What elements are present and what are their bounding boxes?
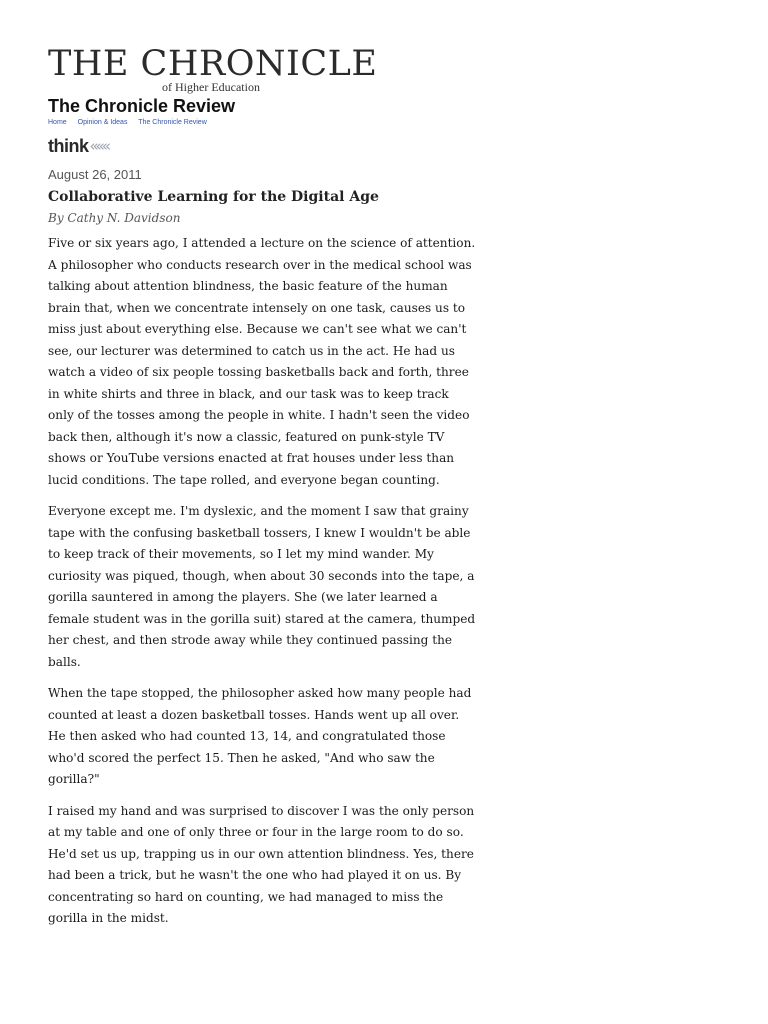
article-byline: By Cathy N. Davidson bbox=[48, 211, 181, 225]
breadcrumb-opinion-ideas[interactable]: Opinion & Ideas bbox=[77, 119, 128, 126]
breadcrumb bbox=[48, 118, 478, 127]
masthead-subtitle: of Higher Education bbox=[162, 80, 260, 94]
section-title[interactable]: The Chronicle Review bbox=[48, 96, 236, 116]
chevrons-left-icon: ««« bbox=[89, 137, 109, 155]
article-date: August 26, 2011 bbox=[48, 167, 142, 182]
article-paragraph: I raised my hand and was surprised to discover I was the only person at my table and one of only three or four in the large room to do so. He'd set us up, trapping us in our own attention blindness. Yes, there had been a trick, but he wasn't the one who had played it on us. By concentrating so hard on counting, we had managed to miss the gorilla in the midst. bbox=[48, 803, 475, 925]
masthead bbox=[48, 44, 478, 94]
breadcrumb-home[interactable]: Home bbox=[48, 119, 67, 126]
think-logo[interactable] bbox=[48, 131, 478, 161]
breadcrumb-chronicle-review[interactable]: The Chronicle Review bbox=[138, 119, 207, 126]
article-paragraph: When the tape stopped, the philosopher asked how many people had counted at least a dozen basketball tosses. Hands went up all over. He then asked who had counted 13, 14, and congratulated those who'd scored the perfect 15. Then he asked, "And who saw the gorilla?" bbox=[48, 686, 472, 786]
article-headline: Collaborative Learning for the Digital Age bbox=[48, 189, 379, 205]
article-paragraph: Five or six years ago, I attended a lecture on the science of attention. A philosopher who conducts research over in the medical school was talking about attention blindness, the basic feature of the human brain that, when we concentrate intensely on one task, causes us to miss just about everything else. Because we can't see what we can't see, our lecturer was determined to catch us in the act. He had us watch a video of six people tossing basketballs back and forth, three in white shirts and three in black, and our task was to keep track only of the tosses among the people in white. I hadn't seen the video back then, although it's now a classic, featured on punk-style TV shows or YouTube versions enacted at frat houses under less than lucid conditions. The tape rolled, and everyone began counting. bbox=[48, 236, 476, 487]
article-page bbox=[48, 44, 478, 940]
article-body bbox=[48, 233, 478, 930]
think-logo-word: think bbox=[48, 135, 89, 156]
article-paragraph: Everyone except me. I'm dyslexic, and the moment I saw that grainy tape with the confusing basketball tossers, I knew I wouldn't be able to keep track of their movements, so I let my mind wander. My curiosity was piqued, though, when about 30 seconds into the tape, a gorilla sauntered in among the players. She (we later learned a female student was in the gorilla suit) stared at the camera, thumped her chest, and then strode away while they continued passing the balls. bbox=[48, 504, 476, 669]
masthead-logo[interactable]: THE CHRONICLE bbox=[48, 44, 378, 84]
